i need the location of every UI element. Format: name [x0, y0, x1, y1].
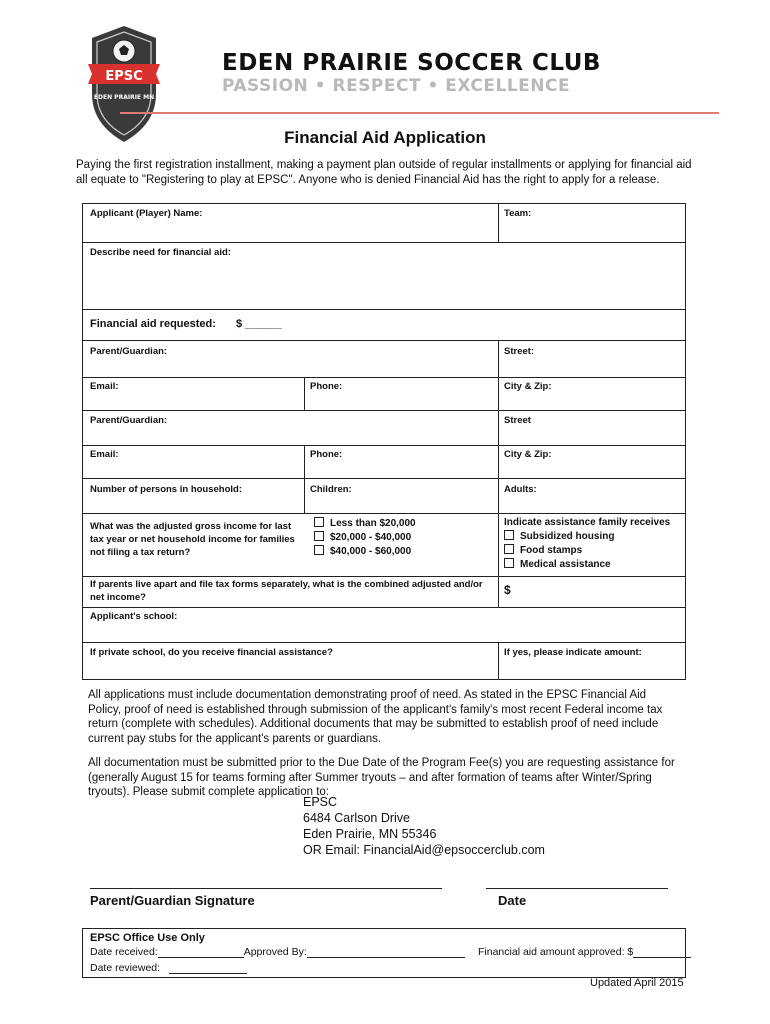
checkbox-icon[interactable] — [314, 517, 324, 527]
children-label: Children: — [310, 484, 352, 495]
email1-label: Email: — [90, 381, 119, 392]
documentation-paragraph: All applications must include documentation demonstrating proof of need. As stated in the EPSC Financial Aid Policy, proof of need is established through submission of the applicant's family's most recent Federal income tax return (complete with schedules). Additional documents that may be submitted to establish proof of need include current pay stubs for the applicant's parents or guardians. — [88, 689, 663, 745]
school-label: Applicant's school: — [90, 611, 178, 622]
address-line: 6484 Carlson Drive — [303, 811, 410, 825]
date-received-input[interactable] — [158, 947, 244, 958]
signature-line[interactable] — [90, 888, 442, 889]
assistance-option[interactable]: Food stamps — [504, 544, 670, 558]
club-tagline: PASSION • RESPECT • EXCELLENCE — [222, 76, 571, 96]
date-reviewed-input[interactable] — [169, 963, 247, 974]
address-line: EPSC — [303, 795, 338, 809]
checkbox-icon[interactable] — [314, 531, 324, 541]
approved-by-label: Approved By: — [243, 946, 307, 958]
guardian1-label: Parent/Guardian: — [90, 346, 168, 357]
assistance-option[interactable]: Subsidized housing — [504, 530, 670, 544]
date-line[interactable] — [486, 888, 668, 889]
private-amount-label: If yes, please indicate amount: — [504, 647, 642, 658]
form-title: Financial Aid Application — [284, 128, 486, 147]
checkbox-icon[interactable] — [314, 545, 324, 555]
club-logo — [88, 24, 160, 144]
address-line: Eden Prairie, MN 55346 — [303, 827, 437, 841]
aid-requested-value[interactable]: $ ______ — [236, 318, 282, 330]
date-received-label: Date received: — [90, 946, 158, 958]
club-name: EDEN PRAIRIE SOCCER CLUB — [222, 50, 601, 76]
income-options — [314, 517, 416, 559]
submission-paragraph: All documentation must be submitted prior to the Due Date of the Program Fee(s) you are requesting assistance for (generally August 15 for teams forming after Summer tryouts – and after formation of teams after Winter/Spring tryouts). Please submit complete application to: — [88, 757, 675, 798]
intro-text: Paying the first registration installment, making a payment plan outside of regular installments or applying for financial aid all equate to "Registering to play at EPSC". Anyone who is denied Financial Aid has the right to apply for a release. — [76, 159, 692, 186]
household-label: Number of persons in household: — [90, 484, 243, 495]
income-option[interactable]: $20,000 - $40,000 — [314, 531, 416, 545]
cityzip2-label: City & Zip: — [504, 449, 552, 460]
phone2-label: Phone: — [310, 449, 343, 460]
assistance-label: Indicate assistance family receives — [504, 517, 671, 528]
amount-approved-input[interactable] — [633, 947, 691, 958]
amount-approved-label: Financial aid amount approved: $ — [478, 946, 634, 958]
combined-income-field[interactable] — [498, 576, 686, 608]
street1-label: Street: — [504, 346, 535, 357]
team-label: Team: — [504, 208, 532, 219]
email2-label: Email: — [90, 449, 119, 460]
assistance-option[interactable]: Medical assistance — [504, 558, 670, 572]
date-reviewed-label: Date reviewed: — [90, 962, 161, 974]
adults-label: Adults: — [504, 484, 537, 495]
logo-location: EDEN PRAIRIE MN — [93, 94, 155, 101]
header-divider — [120, 112, 719, 114]
guardian2-label: Parent/Guardian: — [90, 415, 168, 426]
logo-text: EPSC — [105, 69, 143, 84]
private-school-label: If private school, do you receive financial assistance? — [90, 647, 333, 658]
income-option[interactable]: Less than $20,000 — [314, 517, 416, 531]
phone1-label: Phone: — [310, 381, 343, 392]
checkbox-icon[interactable] — [504, 558, 514, 568]
office-title: EPSC Office Use Only — [90, 932, 205, 944]
mailing-address — [303, 794, 545, 858]
date-received-row — [90, 946, 465, 958]
assistance-options — [504, 516, 670, 572]
checkbox-icon[interactable] — [504, 544, 514, 554]
signature-label: Parent/Guardian Signature — [90, 893, 255, 908]
approved-by-input[interactable] — [307, 947, 465, 958]
combined-income-symbol: $ — [504, 583, 511, 597]
cityzip1-label: City & Zip: — [504, 381, 552, 392]
street2-label: Street — [504, 415, 531, 426]
need-label: Describe need for financial aid: — [90, 247, 231, 258]
income-option[interactable]: $40,000 - $60,000 — [314, 545, 416, 559]
aid-requested-label: Financial aid requested: — [90, 318, 216, 330]
date-label: Date — [498, 893, 527, 908]
address-email[interactable]: OR Email: FinancialAid@epsoccerclub.com — [303, 843, 545, 857]
applicant-name-label: Applicant (Player) Name: — [90, 208, 203, 219]
amount-approved-row — [478, 946, 691, 958]
income-question: What was the adjusted gross income for last tax year or net household income for families not filing a tax return? — [90, 521, 295, 558]
combined-income-label: If parents live apart and file tax forms separately, what is the combined adjusted and/or net income? — [90, 579, 483, 603]
updated-date: Updated April 2015 — [590, 977, 684, 989]
checkbox-icon[interactable] — [504, 530, 514, 540]
date-reviewed-row — [90, 962, 247, 974]
